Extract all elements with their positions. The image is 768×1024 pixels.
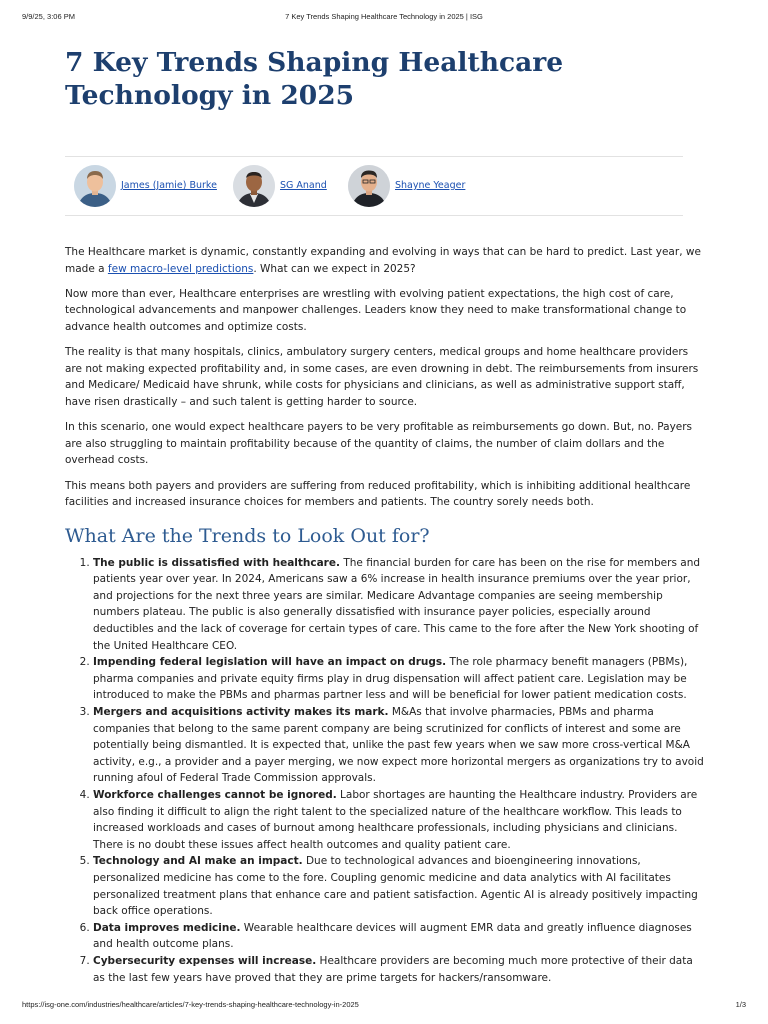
macro-predictions-link[interactable]: few macro-level predictions <box>107 262 254 275</box>
print-datetime: 9/9/25, 3:06 PM <box>22 12 75 21</box>
body-paragraph: This means both payers and providers are suffering from reduced profitability, which is inhibiting additional healthcare facilities and increased insurance choices for members and patients. The country sorely needs both. <box>65 479 691 509</box>
list-item: 4. Workforce challenges cannot be ignored. Labor shortages are haunting the Healthcare industry. Providers are also finding it difficult to align the right talent to the specialized nature of the healthcare workflow. This leads to increased workloads and cases of burnout among healthcare professionals, including physicians and clinicians. There is no doubt these issues affect health outcomes and quality patient care. <box>93 787 705 853</box>
body-paragraph: Now more than ever, Healthcare enterprises are wrestling with evolving patient expectations, the high cost of care, technological advancements and manpower challenges. Leaders know they need to make transformational change to advance health outcomes and optimize costs. <box>65 287 687 333</box>
author-1-link[interactable]: James (Jamie) Burke <box>121 180 217 191</box>
print-header <box>22 12 746 24</box>
print-footer <box>22 1000 746 1012</box>
list-item: 2. Impending federal legislation will have an impact on drugs. The role pharmacy benefit managers (PBMs), pharma companies and private equity firms play in drug dispensation will affect patient care. Legislation may be introduced to make the PBMs and pharmas partner less and will be beneficial for lower patient medication costs. <box>93 654 705 704</box>
article-body <box>65 244 705 986</box>
author-1-avatar[interactable] <box>74 165 116 207</box>
person-photo-icon <box>233 165 275 207</box>
print-url: https://isg-one.com/industries/healthcare/articles/7-key-trends-shaping-healthcare-technology-in-2025 <box>22 1000 359 1009</box>
trends-list <box>65 555 705 986</box>
list-item: 1. The public is dissatisfied with healthcare. The financial burden for care has been on the rise for members and patients year over year. In 2024, Americans saw a 6% increase in health insurance premiums over the year prior, and projections for the next three years are similar. Medicare Advantage companies are seeing membership numbers plateau. The public is also generally dissatisfied with insurance payer policies, especially around deductibles and the lack of coverage for certain types of care. This came to the fore after the New York shooting of the United Healthcare CEO. <box>93 555 705 655</box>
author-2-link[interactable]: SG Anand <box>280 180 327 191</box>
author-bar <box>65 156 683 216</box>
body-paragraph: In this scenario, one would expect healthcare payers to be very profitable as reimbursements go down. But, no. Payers are also struggling to maintain profitability because of the quantity of claims, the number of claim dollars and the overhead costs. <box>65 421 693 467</box>
page-title: 7 Key Trends Shaping Healthcare Technology in 2025 <box>65 47 564 111</box>
intro-paragraph: The Healthcare market is dynamic, constantly expanding and evolving in ways that can be hard to predict. Last year, we made a few macro-level predictions. What can we expect in 2025? <box>65 246 701 275</box>
list-item: 3. Mergers and acquisitions activity makes its mark. M&As that involve pharmacies, PBMs and pharma companies that belong to the same parent company are being scrutinized for conflicts of interest and some are potentially being dismantled. It is expected that, unlike the past few years when we saw more cross-vertical M&A activity, e.g., a provider and a payer merging, we now expect more horizontal mergers as organizations try to avoid running afoul of Federal Trade Commission approvals. <box>93 704 705 787</box>
print-page-title: 7 Key Trends Shaping Healthcare Technology in 2025 | ISG <box>285 12 483 21</box>
section-heading: What Are the Trends to Look Out for? <box>65 524 430 547</box>
person-photo-icon <box>348 165 390 207</box>
list-item: 5. Technology and AI make an impact. Due to technological advances and bioengineering innovations, personalized medicine has come to the fore. Coupling genomic medicine and data analytics with AI facilitates personalized treatment plans that enhance care and patient satisfaction. Agentic AI is already positively impacting back office operations. <box>93 853 705 919</box>
author-3-avatar[interactable] <box>348 165 390 207</box>
list-item: 6. Data improves medicine. Wearable healthcare devices will augment EMR data and greatly influence diagnoses and health outcome plans. <box>93 920 705 953</box>
list-item: 7. Cybersecurity expenses will increase. Healthcare providers are becoming much more protective of their data as the last few years have proved that they are prime targets for hackers/ransomware. <box>93 953 705 986</box>
author-2-avatar[interactable] <box>233 165 275 207</box>
author-3-link[interactable]: Shayne Yeager <box>395 180 466 191</box>
body-paragraph: The reality is that many hospitals, clinics, ambulatory surgery centers, medical groups and home healthcare providers are not making expected profitability and, in some cases, are even drowning in debt. The reimbursements from insurers and Medicare/ Medicaid have shrunk, while costs for physicians and clinicians, as well as administrative support staff, have risen drastically – and such talent is getting harder to source. <box>65 346 699 408</box>
print-page-number: 1/3 <box>735 1000 746 1009</box>
person-photo-icon <box>74 165 116 207</box>
